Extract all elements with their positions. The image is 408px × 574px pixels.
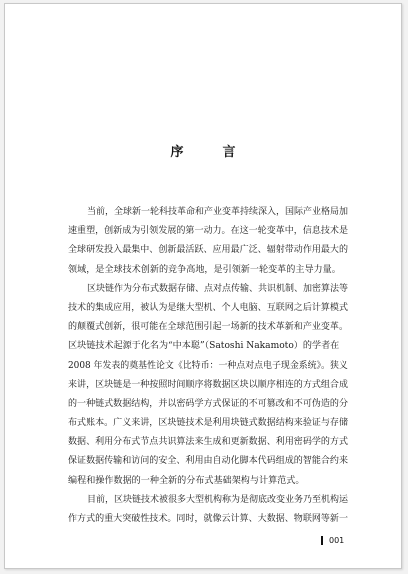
text-line: 区块链作为分布式数据存储、点对点传输、共识机制、加密算法等 <box>87 283 349 294</box>
page-footer <box>321 536 344 545</box>
text-line: 编程和操作数据的一种全新的分布式基础架构与计算范式。 <box>68 475 305 486</box>
text-line: 技术的集成应用，被认为是继大型机、个人电脑、互联网之后计算模式 <box>68 302 348 313</box>
book-page <box>4 3 402 569</box>
text-line: 布式账本。广义来讲，区块链技术是利用块链式数据结构来验证与存储 <box>68 418 348 429</box>
text-line: 当前，全球新一轮科技革命和产业变革持续深入，国际产业格局加 <box>87 207 349 217</box>
body-text <box>68 203 348 529</box>
page-title: 序 言 <box>170 145 249 160</box>
text-line: 领域，是全球技术创新的竞争高地，是引领新一轮变革的主导力量。 <box>68 264 341 275</box>
text-line: 2008 年发表的奠基性论文《比特币：一种点对点电子现金系统》。狭义 <box>68 360 348 371</box>
text-line: 数据、利用分布式节点共识算法来生成和更新数据、利用密码学的方式 <box>68 437 348 448</box>
text-line: 区块链技术起源于化名为“中本聪”（Satoshi Nakamoto）的学者在 <box>68 341 340 352</box>
text-line: 速重塑，创新成为引领发展的第一动力。在这一轮变革中，信息技术是 <box>68 226 348 237</box>
paragraph-1 <box>68 203 348 280</box>
text-line: 目前，区块链技术被很多大型机构称为是彻底改变业务乃至机构运 <box>87 494 349 505</box>
paragraph-4 <box>68 491 348 529</box>
text-line: 的一种链式数据结构，并以密码学方式保证的不可篡改和不可伪造的分 <box>68 398 348 409</box>
paragraph-3 <box>68 337 348 491</box>
folio-marker <box>321 536 323 545</box>
text-line: 来讲，区块链是一种按照时间顺序将数据区块以顺序相连的方式组合成 <box>68 379 348 390</box>
paragraph-2 <box>68 280 348 338</box>
text-line: 的颠覆式创新，很可能在全球范围引起一场新的技术革新和产业变革。 <box>68 322 348 333</box>
text-line: 作方式的重大突破性技术。同时，就像云计算、大数据、物联网等新一 <box>68 514 348 524</box>
text-line: 全球研发投入最集中、创新最活跃、应用最广泛、辐射带动作用最大的 <box>68 245 348 256</box>
page-number: 001 <box>329 536 345 545</box>
text-line: 保证数据传输和访问的安全、利用由自动化脚本代码组成的智能合约来 <box>68 456 348 467</box>
